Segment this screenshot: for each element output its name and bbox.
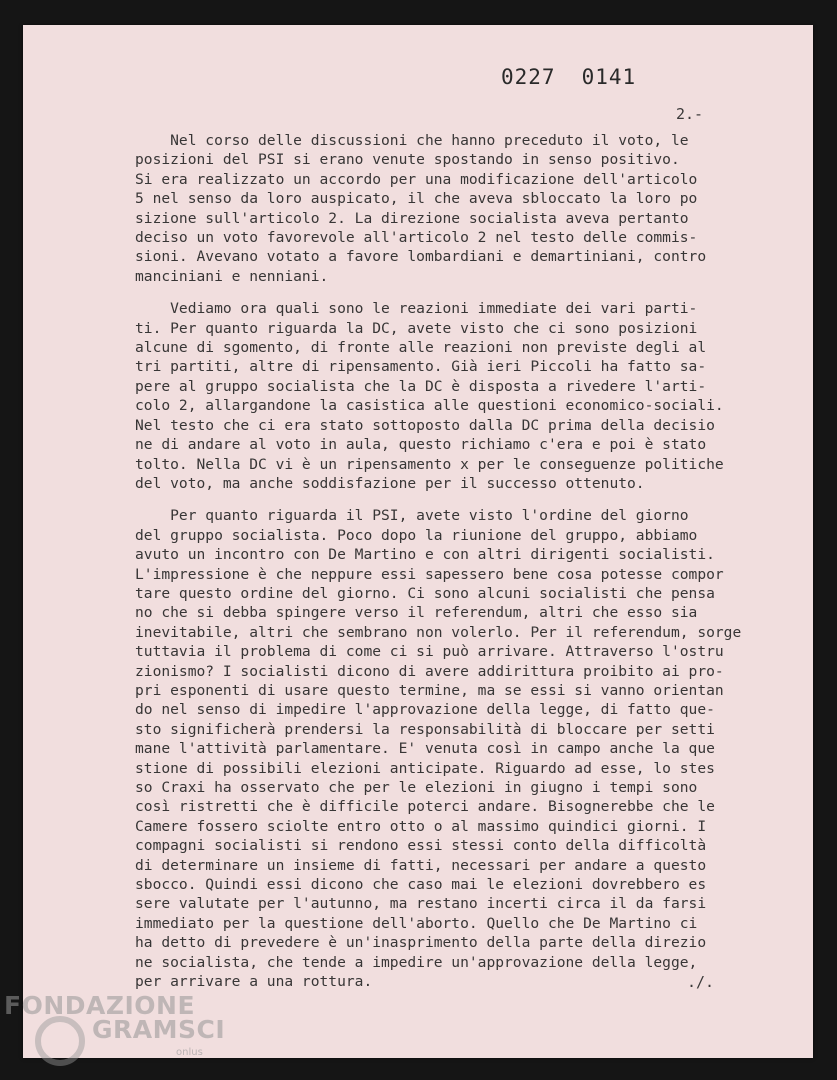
text-line: del gruppo socialista. Poco dopo la riunione del gruppo, abbiamo [135,526,698,544]
gramsci-g-icon [30,1011,90,1071]
text-line: Camere fossero sciolte entro otto o al massimo quindici giorni. I [135,817,707,835]
text-line: so Craxi ha osservato che per le elezioni in giugno i tempi sono [135,779,698,796]
text-line: ti. Per quanto riguarda la DC, avete visto che ci sono posizioni [135,319,698,337]
watermark-line-1: FONDAZIONE [4,991,196,1020]
watermark-line-2: GRAMSCI [92,1015,226,1044]
text-line: Vediamo ora quali sono le reazioni immediate dei vari parti- [135,300,698,318]
text-line: colo 2, allargandone la casistica alle questioni economico-sociali. [135,397,724,415]
document-page [23,25,813,1058]
continuation-mark: ./. [687,973,715,991]
text-line: per arrivare a una rottura. [135,973,373,991]
archive-number-b: 0141 [581,65,637,89]
text-line: mane l'attività parlamentare. E' venuta così in campo anche la que [135,740,715,758]
watermark-logo [0,985,226,1080]
text-line: tri partiti, altre di ripensamento. Già ieri Piccoli ha fatto sa- [135,358,707,376]
page-number: 2.- [676,105,704,123]
text-line: di determinare un insieme di fatti, necessari per andare a questo [135,856,707,874]
text-line: ne di andare al voto in aula, questo richiamo c'era e poi è stato [135,436,707,454]
document-body [135,131,795,1004]
text-line: tolto. Nella DC vi è un ripensamento x per le conseguenze politiche [135,455,724,473]
text-line: tuttavia il problema di come ci si può arrivare. Attraverso l'ostru [135,643,724,661]
text-line: tare questo ordine del giorno. Ci sono alcuni socialisti che pensa [135,584,715,602]
text-line: Nel testo che ci era stato sottoposto dalla DC prima della decisio [135,416,715,434]
text-line: deciso un voto favorevole all'articolo 2 nel testo delle commis- [135,229,698,247]
text-line: manciniani e nenniani. [135,267,329,285]
text-line: Per quanto riguarda il PSI, avete visto l'ordine del giorno [135,507,689,525]
text-line: pere al gruppo socialista che la DC è disposta a rivedere l'arti- [135,377,707,395]
text-line: sioni. Avevano votato a favore lombardiani e demartiniani, contro [135,248,707,266]
watermark-line-3: onlus [176,1047,203,1058]
text-line: stione di possibili elezioni anticipate. Riguardo ad esse, lo stes [135,759,715,777]
text-line: Nel corso delle discussioni che hanno preceduto il voto, le [135,132,689,149]
text-line: del voto, ma anche soddisfazione per il successo ottenuto. [135,474,645,492]
text-line: sere valutate per l'autunno, ma restano incerti circa il da farsi [135,895,707,913]
text-line: avuto un incontro con De Martino e con altri dirigenti socialisti. [135,546,715,564]
paragraph [135,506,795,991]
text-line: ne socialista, che tende a impedire un'approvazione della legge, [135,953,698,971]
text-line: compagni socialisti si rendono essi stessi conto della difficoltà [135,837,707,855]
text-line: do nel senso di impedire l'approvazione della legge, di fatto que- [135,701,715,719]
text-line: così ristretti che è difficile poterci andare. Bisognerebbe che le [135,798,715,816]
paragraph [135,299,795,493]
text-line: ha detto di prevedere è un'inasprimento della parte della direzio [135,934,707,952]
text-line: no che si debba spingere verso il referendum, altri che esso sia [135,604,698,622]
archive-number [501,65,636,89]
text-line: alcune di sgomento, di fronte alle reazioni non previste degli al [135,339,707,357]
text-line: 5 nel senso da loro auspicato, il che aveva sbloccato la loro po [135,190,698,208]
text-line: Si era realizzato un accordo per una modificazione dell'articolo [135,170,698,188]
text-line: sbocco. Quindi essi dicono che caso mai le elezioni dovrebbero es [135,876,707,894]
text-line: inevitabile, altri che sembrano non volerlo. Per il referendum, sorge [135,623,742,641]
text-line: sizione sull'articolo 2. La direzione socialista aveva pertanto [135,209,689,227]
paragraph [135,131,795,286]
archive-number-a: 0227 [501,65,556,89]
text-line: zionismo? I socialisti dicono di avere addirittura proibito ai pro- [135,662,724,680]
text-line: posizioni del PSI si erano venute spostando in senso positivo. [135,151,680,169]
text-line: immediato per la questione dell'aborto. Quello che De Martino ci [135,914,698,932]
text-line: L'impressione è che neppure essi sapessero bene cosa potesse compor [135,565,724,583]
text-line: sto significherà prendersi la responsabilità di bloccare per setti [135,720,715,738]
text-line: pri esponenti di usare questo termine, ma se essi si vanno orientan [135,681,724,699]
